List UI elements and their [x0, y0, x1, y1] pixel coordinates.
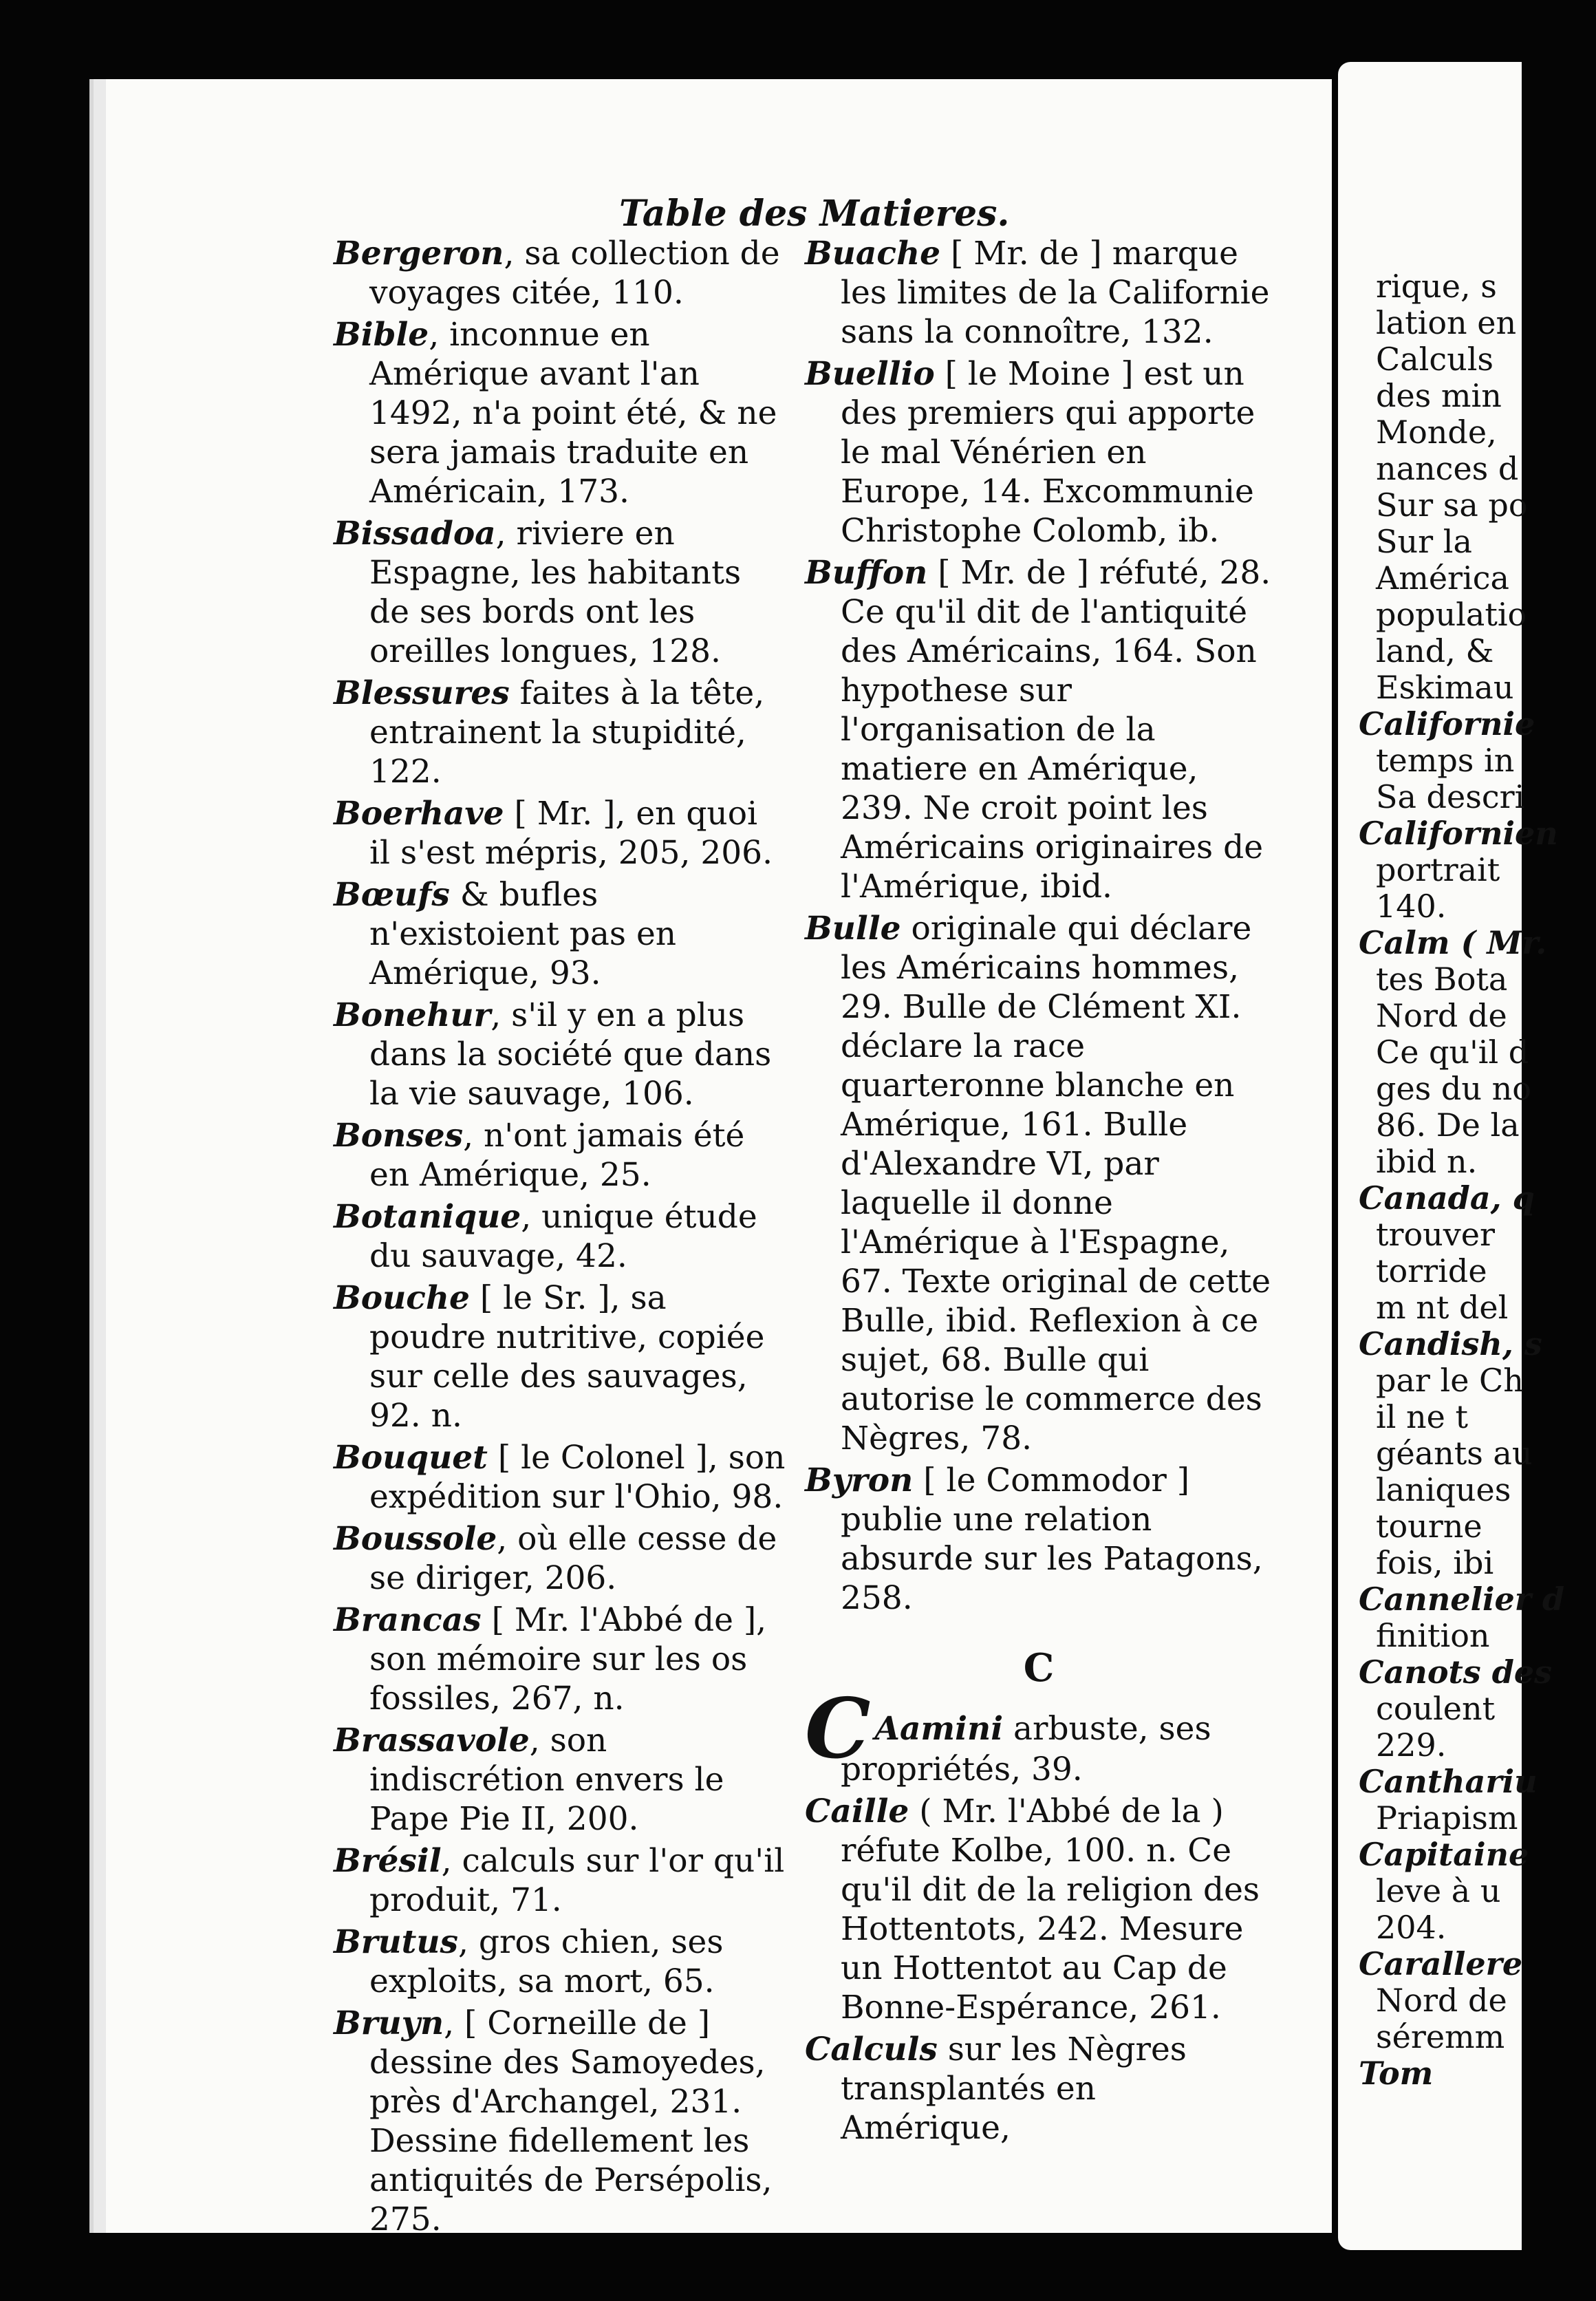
right-page-line-fragment: par le Ch [1376, 1362, 1524, 1399]
entry-headword: Bonehur [334, 996, 491, 1034]
index-entry [334, 2004, 788, 2239]
running-head: Table des Matieres. [619, 193, 1010, 235]
entry-headword: Bible [334, 316, 429, 354]
index-entry [334, 1519, 788, 1598]
index-entry [805, 1792, 1273, 2027]
index-entry [334, 1721, 788, 1839]
entry-headword: Caille [805, 1792, 909, 1830]
entry-text: , inconnue en Amérique avant l'an 1492, n'a point été, & ne sera jamais traduite en Américain, 173. [369, 316, 777, 511]
index-column-left [334, 234, 788, 2242]
entry-text: sur les Nègres transplantés en Amérique, [841, 2031, 1187, 2147]
entry-text: , gros chien, ses exploits, sa mort, 65. [369, 1923, 724, 2000]
right-page-line-fragment: fois, ibi [1376, 1544, 1494, 1581]
right-page-line-fragment: portrait [1376, 851, 1500, 888]
right-page-line-fragment: Sur sa po [1376, 486, 1528, 524]
entry-headword: Bœufs [334, 876, 450, 914]
entry-headword: Bulle [805, 910, 901, 948]
entry-text: , son indiscrétion envers le Pape Pie II, 200. [369, 1722, 724, 1838]
index-entry [334, 1278, 788, 1435]
index-entry [334, 996, 788, 1113]
entry-headword: Boerhave [334, 795, 504, 833]
entry-text: , s'il y en a plus dans la société que dans la vie sauvage, 106. [369, 996, 772, 1113]
entry-text: [ le Sr. ], sa poudre nutritive, copiée sur celle des sauvages, 92. n. [369, 1279, 765, 1435]
right-page-line-fragment: Tom [1359, 2055, 1434, 2092]
right-page-line-fragment: lation en [1376, 304, 1517, 341]
right-page-line-fragment: 86. De la [1376, 1106, 1520, 1144]
entry-headword: Bonses [334, 1117, 464, 1155]
index-entry [805, 234, 1273, 352]
right-page-line-fragment: Candish, s [1359, 1325, 1542, 1362]
entry-text: , calculs sur l'or qu'il produit, 71. [369, 1842, 785, 1919]
entry-text: , unique étude du sauvage, 42. [369, 1198, 757, 1275]
index-column-middle [805, 234, 1273, 2150]
index-entry [334, 1197, 788, 1276]
entry-headword: Boussole [334, 1520, 497, 1558]
entry-headword: Aamini [874, 1710, 1004, 1748]
right-page-line-fragment: coulent [1376, 1690, 1496, 1727]
index-entry [805, 1461, 1273, 1618]
entry-headword: Buffon [805, 554, 928, 592]
right-page-line-fragment: Canada, q [1359, 1179, 1535, 1217]
right-page-line-fragment: finition [1376, 1617, 1490, 1654]
right-page-line-fragment: séremm [1376, 2018, 1505, 2055]
index-entry [334, 315, 788, 511]
right-page-line-fragment: América [1376, 559, 1509, 597]
index-entry [334, 1438, 788, 1517]
entry-headword: Botanique [334, 1198, 521, 1236]
right-page-line-fragment: Calculs [1376, 341, 1494, 378]
index-entry [805, 1680, 1273, 1789]
entry-headword: Calculs [805, 2031, 938, 2068]
entry-text: , où elle cesse de se diriger, 206. [369, 1520, 777, 1597]
index-entry [334, 674, 788, 791]
right-page-line-fragment: tes Bota [1376, 961, 1508, 998]
right-page-line-fragment: Calm ( Mr. [1359, 924, 1547, 961]
entry-text: , sa collection de voyages citée, 110. [369, 235, 780, 312]
right-page-line-fragment: Californie [1359, 705, 1535, 742]
right-page-line-fragment: ibid n. [1376, 1143, 1478, 1180]
right-page-line-fragment: Monde, [1376, 414, 1497, 451]
section-letter: C [1023, 1645, 1055, 1691]
right-page-line-fragment: 204. [1376, 1909, 1447, 1946]
entry-text: originale qui déclare les Américains hommes, 29. Bulle de Clément XI. déclare la race quarteronne blanche en Amérique, 161. Bulle d'Alexandre VI, par laquelle il donne l'Amérique à l'Espagne, 67. Texte original de cette Bulle, ibid. Reflexion à ce sujet, 68. Bulle qui autorise le commerce des Nègres, 78. [841, 910, 1271, 1457]
right-page-line-fragment: Capitaine [1359, 1836, 1529, 1873]
index-entry [334, 514, 788, 671]
right-page-line-fragment: Eskimau [1376, 669, 1514, 706]
right-page-line-fragment: nances d [1376, 450, 1519, 487]
right-page-line-fragment: Nord de [1376, 997, 1507, 1034]
entry-text: faites à la tête, entrainent la stupidité, 122. [369, 674, 765, 791]
index-entry [334, 1923, 788, 2001]
right-page-line-fragment: rique, s [1376, 268, 1497, 305]
right-page-line-fragment: populatio [1376, 596, 1527, 633]
entry-text: , riviere en Espagne, les habitants de ses bords ont les oreilles longues, 128. [369, 515, 742, 670]
index-entry [805, 553, 1273, 906]
entry-headword: Brancas [334, 1601, 482, 1639]
index-entry [334, 794, 788, 873]
entry-text: [ Mr. l'Abbé de ], son mémoire sur les os fossiles, 267, n. [369, 1601, 767, 1717]
entry-headword: Bissadoa [334, 515, 496, 553]
right-page-line-fragment: 140. [1376, 888, 1447, 925]
right-page-line-fragment: Carallere [1359, 1945, 1523, 1982]
entry-headword: Brutus [334, 1923, 459, 1961]
index-entry [334, 875, 788, 993]
entry-headword: Bergeron [334, 235, 504, 272]
entry-text: [ Mr. de ] marque les limites de la Californie sans la connoître, 132. [841, 235, 1270, 351]
entry-headword: Blessures [334, 674, 510, 712]
entry-headword: Buache [805, 235, 941, 272]
index-entry [334, 234, 788, 312]
right-page-line-fragment: Cannelier d [1359, 1581, 1565, 1618]
right-page-line-fragment: leve à u [1376, 1872, 1501, 1909]
right-page-line-fragment: Priapism [1376, 1799, 1518, 1837]
right-page-line-fragment: tourne [1376, 1508, 1482, 1545]
entry-text: & bufles n'existoient pas en Amérique, 93. [369, 876, 677, 992]
right-page-line-fragment: géants au [1376, 1435, 1533, 1472]
entry-text: [ le Commodor ] publie une relation absurde sur les Patagons, 258. [841, 1462, 1263, 1617]
index-entry [805, 909, 1273, 1458]
right-page-line-fragment: land, & [1376, 632, 1494, 670]
right-page-column [1359, 268, 1596, 2092]
right-page-line-fragment: Canots des [1359, 1653, 1553, 1691]
right-page-line-fragment: Nord de [1376, 1982, 1507, 2019]
entry-headword: Byron [805, 1462, 914, 1499]
right-page-line-fragment: Canthariu [1359, 1763, 1538, 1800]
right-page-line-fragment: laniques [1376, 1471, 1511, 1508]
entry-headword: Bouquet [334, 1439, 488, 1477]
drop-cap: C [805, 1680, 871, 1777]
right-page-line-fragment: 229. [1376, 1726, 1447, 1764]
index-entry [334, 1601, 788, 1718]
right-page-line-fragment: temps in [1376, 742, 1515, 779]
entry-text: , [ Corneille de ] dessine des Samoyedes, près d'Archangel, 231. Dessine fidellement les antiquités de Persépolis, 275. [369, 2004, 773, 2238]
entry-text: arbuste, ses propriétés, 39. [841, 1710, 1211, 1788]
right-page-line-fragment: des min [1376, 377, 1502, 414]
right-page-line-fragment: torride [1376, 1252, 1487, 1289]
entry-text: ( Mr. l'Abbé de la ) réfute Kolbe, 100. n. Ce qu'il dit de la religion des Hottentots, 242. Mesure un Hottentot au Cap de Bonne-Espérance, 261. [841, 1792, 1260, 2026]
entry-text: [ le Moine ] est un des premiers qui apporte le mal Vénérien en Europe, 14. Excommunie Christophe Colomb, ib. [841, 355, 1255, 550]
entry-text: [ le Colonel ], son expédition sur l'Ohio, 98. [369, 1439, 786, 1516]
entry-headword: Buellio [805, 355, 935, 393]
right-page-line-fragment: Sa descri [1376, 778, 1525, 815]
entry-text: , n'ont jamais été en Amérique, 25. [369, 1117, 745, 1194]
right-page-line-fragment: ges du no [1376, 1070, 1531, 1107]
entry-headword: Bruyn [334, 2004, 444, 2042]
right-page-line-fragment: Ce qu'il d [1376, 1034, 1529, 1071]
right-page-line-fragment: il ne t [1376, 1398, 1469, 1435]
right-page-line-fragment: trouver [1376, 1216, 1495, 1253]
entry-text: [ Mr. de ] réfuté, 28. Ce qu'il dit de l'antiquité des Américains, 164. Son hypothese sur l'organisation de la matiere en Amérique, 239. Ne croit point les Américains originaires de l'Amérique, ibid. [841, 554, 1271, 906]
right-page-line-fragment: Sur la [1376, 523, 1472, 560]
entry-headword: Brassavole [334, 1722, 530, 1759]
entry-headword: Bouche [334, 1279, 470, 1317]
entry-text: [ Mr. ], en quoi il s'est mépris, 205, 206. [369, 795, 773, 872]
right-page-line-fragment: Californien [1359, 815, 1558, 852]
index-entry [805, 354, 1273, 550]
index-entry [334, 1841, 788, 1920]
index-entry [334, 1116, 788, 1195]
right-page-line-fragment: m nt del [1376, 1289, 1509, 1326]
index-entry [805, 2030, 1273, 2148]
entry-headword: Brésil [334, 1842, 442, 1880]
